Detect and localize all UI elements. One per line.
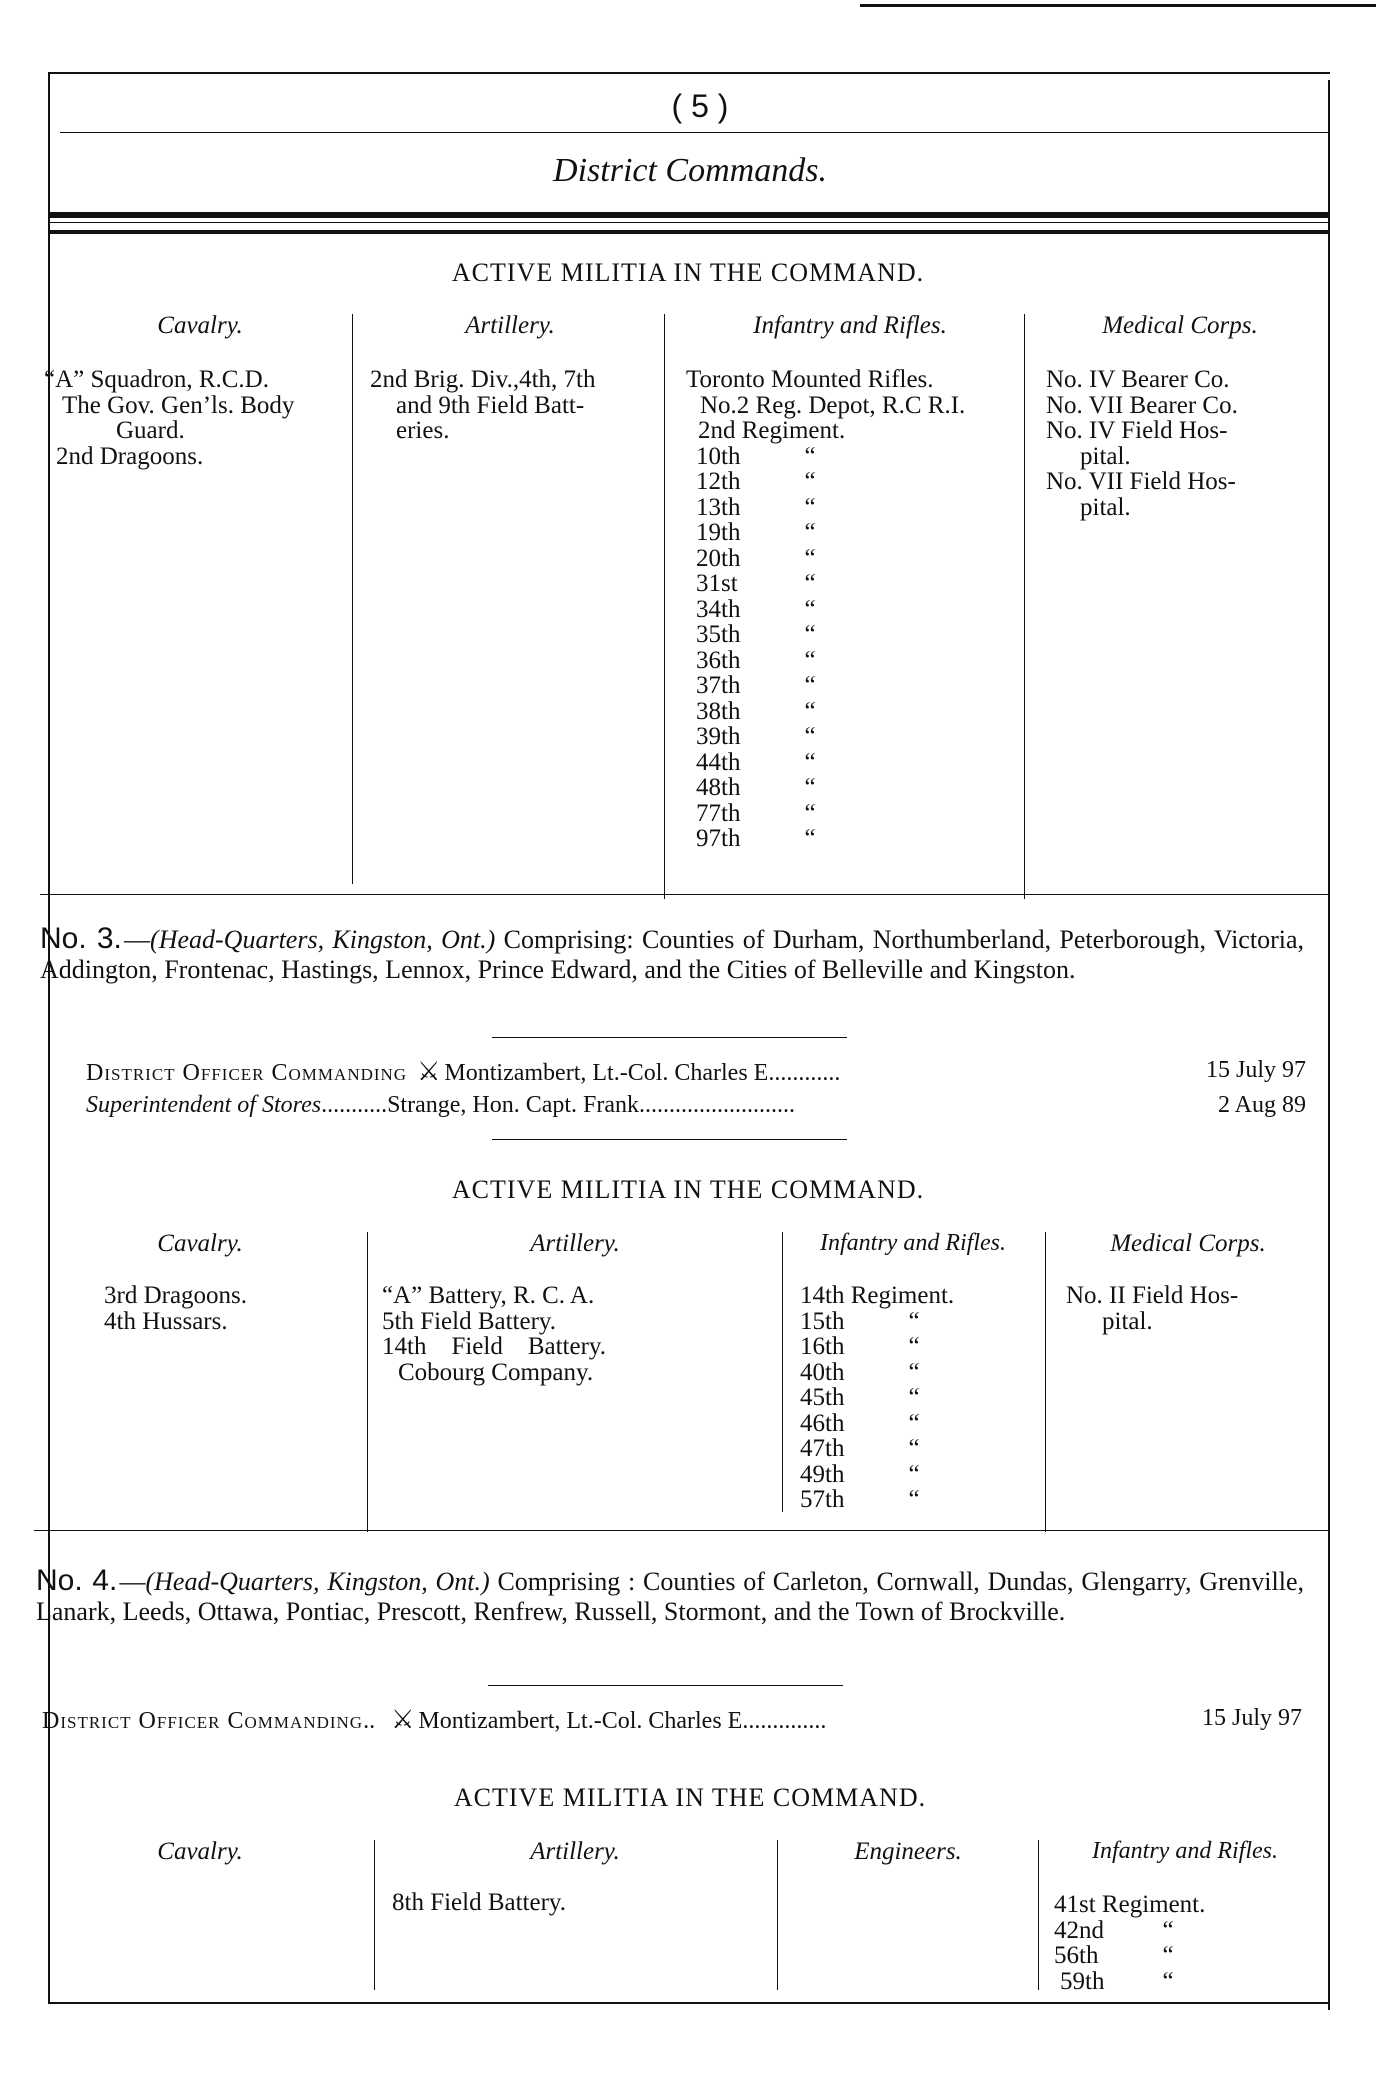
list-item: 2nd Regiment.	[698, 417, 846, 444]
list-item: 41st Regiment.	[1054, 1891, 1206, 1918]
col-head-engineers-3: Engineers.	[854, 1838, 962, 1865]
cavalry-list-2	[104, 1283, 247, 1334]
list-item: 2nd Dragoons.	[56, 442, 204, 470]
page-number: ( 5 )	[671, 88, 729, 124]
short-rule-3a	[492, 1037, 847, 1038]
officer-date: 15 July 97	[1205, 1057, 1306, 1083]
short-rule-3b	[492, 1139, 847, 1140]
officer-label: District Officer Commanding	[86, 1060, 408, 1086]
list-item: “A” Battery, R. C. A.	[382, 1282, 595, 1309]
col-divider-1c	[1024, 314, 1025, 899]
infantry-list-1	[686, 367, 965, 852]
district-hq: (Head-Quarters, Kingston, Ont.)	[145, 1567, 490, 1596]
list-item: 49th “	[800, 1460, 920, 1488]
list-item: “A” Squadron, R.C.D.	[44, 366, 269, 393]
col-head-medical-1: Medical Corps.	[1102, 312, 1258, 339]
col-divider-3c	[1038, 1840, 1039, 1990]
district-description: Comprising: Counties of Durham, Northumberland, Peterborough, Victoria, Addington, Frontenac, Hastings, Lennox, Prince Edward, and the Cities of Belleville and Kingston.	[40, 925, 1304, 984]
officer-line-3: District Officer Commanding ⚔ Montizambert, Lt.-Col. Charles E............ 15 July 97	[86, 1057, 1306, 1086]
section-rule-1	[40, 894, 1330, 895]
list-item: 3rd Dragoons.	[104, 1282, 248, 1309]
col-divider-3a	[374, 1840, 375, 1990]
crossed-swords-icon: ⚔	[391, 1705, 415, 1734]
list-item: No. VII Bearer Co.	[1046, 391, 1238, 419]
col-head-medical-2: Medical Corps.	[1110, 1230, 1266, 1257]
militia-title-3: ACTIVE MILITIA IN THE COMMAND.	[453, 1783, 927, 1812]
list-item: Guard.	[116, 417, 185, 444]
heading-thick-rule-2	[50, 230, 1328, 234]
list-item: 37th “	[696, 672, 816, 699]
col-divider-2b	[782, 1232, 783, 1512]
col-divider-2c	[1045, 1232, 1046, 1532]
list-item: 77th “	[696, 799, 816, 827]
officer-name: Montizambert, Lt.-Col. Charles E.	[444, 1060, 775, 1086]
col-divider-3b	[777, 1840, 778, 1990]
list-item: 59th “	[1060, 1967, 1174, 1995]
col-head-cavalry-3: Cavalry.	[157, 1838, 243, 1865]
list-item: 97th “	[696, 825, 816, 852]
list-item: 20th “	[696, 544, 816, 572]
col-head-infantry-2: Infantry and Rifles.	[820, 1230, 1006, 1256]
list-item: 4th Hussars.	[104, 1307, 228, 1335]
district-number: No. 4.	[36, 1564, 118, 1597]
heading-thick-rule	[50, 212, 1328, 218]
medical-list-1	[1046, 367, 1238, 520]
list-item: 16th “	[800, 1333, 920, 1360]
list-item: 42nd “	[1054, 1916, 1174, 1944]
stores-date: 2 Aug 89	[1217, 1092, 1306, 1118]
frame-right-rule	[1328, 80, 1330, 2010]
artillery-list-1	[370, 367, 595, 444]
col-divider-2a	[367, 1232, 368, 1532]
district-4-paragraph: No. 4. —(Head-Quarters, Kingston, Ont.) Comprising : Counties of Carleton, Cornwall, Dundas, Glengarry, Grenville, Lanark, Leeds, Ottawa, Pontiac, Prescott, Renfrew, Russell, Stormont, and the Town of Brockville.	[36, 1564, 1304, 1626]
list-item: 39th “	[696, 723, 816, 750]
officer-date: 15 July 97	[1201, 1705, 1302, 1731]
list-item: pital.	[1080, 493, 1131, 521]
section-rule-2	[34, 1530, 1330, 1531]
cavalry-list-1	[44, 367, 294, 469]
list-item: 34th “	[696, 595, 816, 623]
list-item: eries.	[396, 417, 450, 444]
col-head-cavalry-2: Cavalry.	[157, 1230, 243, 1257]
list-item: 31st “	[696, 570, 816, 597]
col-head-artillery-3: Artillery.	[530, 1838, 620, 1865]
stores-label: Superintendent of Stores	[86, 1092, 322, 1118]
col-head-artillery-2: Artillery.	[530, 1230, 620, 1257]
list-item: 5th Field Battery.	[382, 1307, 557, 1335]
militia-title-2: ACTIVE MILITIA IN THE COMMAND.	[451, 1175, 925, 1204]
list-item: Toronto Mounted Rifles.	[686, 366, 934, 393]
list-item: 2nd Brig. Div.,4th, 7th	[370, 366, 596, 393]
list-item: 14th Field Battery.	[382, 1333, 607, 1360]
short-rule-4a	[488, 1685, 843, 1686]
list-item: 44th “	[696, 748, 816, 776]
list-item: and 9th Field Batt-	[396, 391, 585, 419]
district-description: Comprising : Counties of Carleton, Cornwall, Dundas, Glengarry, Grenville, Lanark, Leeds, Ottawa, Pontiac, Prescott, Renfrew, Russell, Stormont, and the Town of Brockville.	[36, 1567, 1304, 1626]
frame-bottom-rule	[48, 2002, 1330, 2004]
officer-line-4: District Officer Commanding.. ⚔ Montizambert, Lt.-Col. Charles E.............. 15 July 97	[42, 1705, 1302, 1734]
crossed-swords-icon: ⚔	[417, 1057, 441, 1086]
col-head-infantry-1: Infantry and Rifles.	[753, 312, 947, 339]
list-item: 38th “	[696, 697, 816, 725]
list-item: 10th “	[696, 442, 816, 470]
list-item: No. VII Field Hos-	[1046, 468, 1236, 495]
frame-top-rule	[48, 72, 1330, 74]
col-head-infantry-3: Infantry and Rifles.	[1092, 1838, 1278, 1864]
col-divider-1b	[664, 314, 665, 899]
list-item: 19th “	[696, 519, 816, 546]
officer-label: District Officer Commanding	[42, 1708, 364, 1734]
district-number: No. 3.	[40, 922, 122, 955]
stores-name: Strange, Hon. Capt. Frank	[387, 1092, 640, 1118]
list-item: 14th Regiment.	[800, 1282, 955, 1309]
officer-name: Montizambert, Lt.-Col. Charles E	[418, 1708, 743, 1734]
artillery-list-2	[382, 1283, 606, 1385]
list-item: 13th “	[696, 493, 816, 521]
col-head-artillery-1: Artillery.	[465, 312, 555, 339]
district-hq: (Head-Quarters, Kingston, Ont.)	[150, 925, 496, 954]
list-item: 48th “	[696, 774, 816, 801]
list-item: No. II Field Hos-	[1066, 1282, 1239, 1309]
page-heading: District Commands.	[553, 152, 827, 189]
list-item: 8th Field Battery.	[392, 1889, 567, 1916]
artillery-list-3	[392, 1890, 566, 1916]
infantry-list-3	[1054, 1892, 1205, 1994]
stores-line-3: Superintendent of Stores...........Strange, Hon. Capt. Frank.......................... 2 Aug 89	[86, 1092, 1306, 1118]
list-item: No.2 Reg. Depot, R.C R.I.	[700, 391, 966, 419]
list-item: No. IV Bearer Co.	[1046, 366, 1230, 393]
list-item: Cobourg Company.	[398, 1358, 594, 1386]
top-edge-rule	[860, 4, 1376, 7]
list-item: 15th “	[800, 1307, 920, 1335]
list-item: 40th “	[800, 1358, 920, 1386]
list-item: The Gov. Gen’ls. Body	[62, 391, 295, 419]
list-item: 46th “	[800, 1409, 920, 1437]
infantry-list-2	[800, 1283, 954, 1513]
list-item: 56th “	[1054, 1942, 1174, 1969]
list-item: 45th “	[800, 1384, 920, 1411]
list-item: No. IV Field Hos-	[1046, 417, 1228, 444]
list-item: 12th “	[696, 468, 816, 495]
heading-thin-rule	[50, 222, 1328, 223]
header-rule	[60, 132, 1328, 133]
list-item: pital.	[1102, 1307, 1153, 1335]
list-item: pital.	[1080, 442, 1131, 470]
list-item: 36th “	[696, 646, 816, 674]
col-divider-1a	[352, 314, 353, 884]
list-item: 47th “	[800, 1435, 920, 1462]
medical-list-2	[1066, 1283, 1238, 1334]
district-3-paragraph: No. 3. —(Head-Quarters, Kingston, Ont.) Comprising: Counties of Durham, Northumberland, Peterborough, Victoria, Addington, Frontenac, Hastings, Lennox, Prince Edward, and the Cities of Belleville and Kingston.	[40, 922, 1304, 984]
militia-title-1: ACTIVE MILITIA IN THE COMMAND.	[451, 258, 925, 287]
list-item: 57th “	[800, 1486, 920, 1513]
col-head-cavalry-1: Cavalry.	[157, 312, 243, 339]
list-item: 35th “	[696, 621, 816, 648]
